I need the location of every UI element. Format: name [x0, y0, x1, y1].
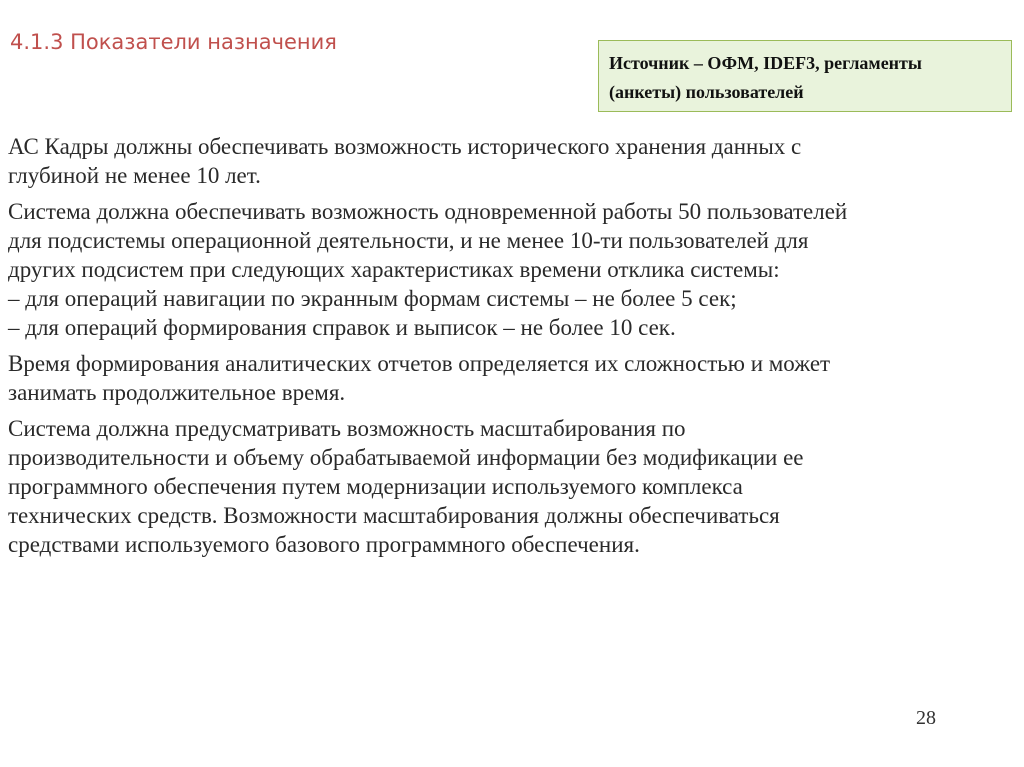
paragraph-history-storage: [8, 132, 1008, 190]
text-line: программного обеспечения путем модернизации используемого комплекса: [8, 474, 743, 499]
source-line: (анкеты) пользователей: [609, 82, 804, 102]
slide-title: 4.1.3 Показатели назначения: [10, 30, 337, 54]
text-line: средствами используемого базового программного обеспечения.: [8, 532, 640, 557]
text-line: АС Кадры должны обеспечивать возможность исторического хранения данных с: [8, 134, 802, 159]
source-box: [598, 40, 1012, 112]
text-line: занимать продолжительное время.: [8, 380, 346, 405]
text-line: – для операций формирования справок и выписок – не более 10 сек.: [8, 315, 676, 340]
text-line: Время формирования аналитических отчетов определяется их сложностью и может: [8, 351, 831, 376]
text-line: Система должна обеспечивать возможность одновременной работы 50 пользователей: [8, 199, 848, 224]
page-number: 28: [916, 707, 936, 729]
text-line: – для операций навигации по экранным формам системы – не более 5 сек;: [8, 286, 737, 311]
text-line: Система должна предусматривать возможность масштабирования по: [8, 416, 686, 441]
text-line: для подсистемы операционной деятельности, и не менее 10-ти пользователей для: [8, 228, 809, 253]
text-line: производительности и объему обрабатываемой информации без модификации ее: [8, 445, 804, 470]
text-line: глубиной не менее 10 лет.: [8, 163, 261, 188]
text-line: технических средств. Возможности масштабирования должны обеспечиваться: [8, 503, 780, 528]
paragraph-concurrent-users: [8, 197, 1008, 342]
paragraph-report-time: [8, 349, 1008, 407]
slide-body: [8, 132, 1008, 566]
source-line: Источник – ОФМ, IDEF3, регламенты: [609, 53, 922, 73]
text-line: других подсистем при следующих характеристиках времени отклика системы:: [8, 257, 780, 282]
paragraph-scalability: [8, 414, 1008, 559]
